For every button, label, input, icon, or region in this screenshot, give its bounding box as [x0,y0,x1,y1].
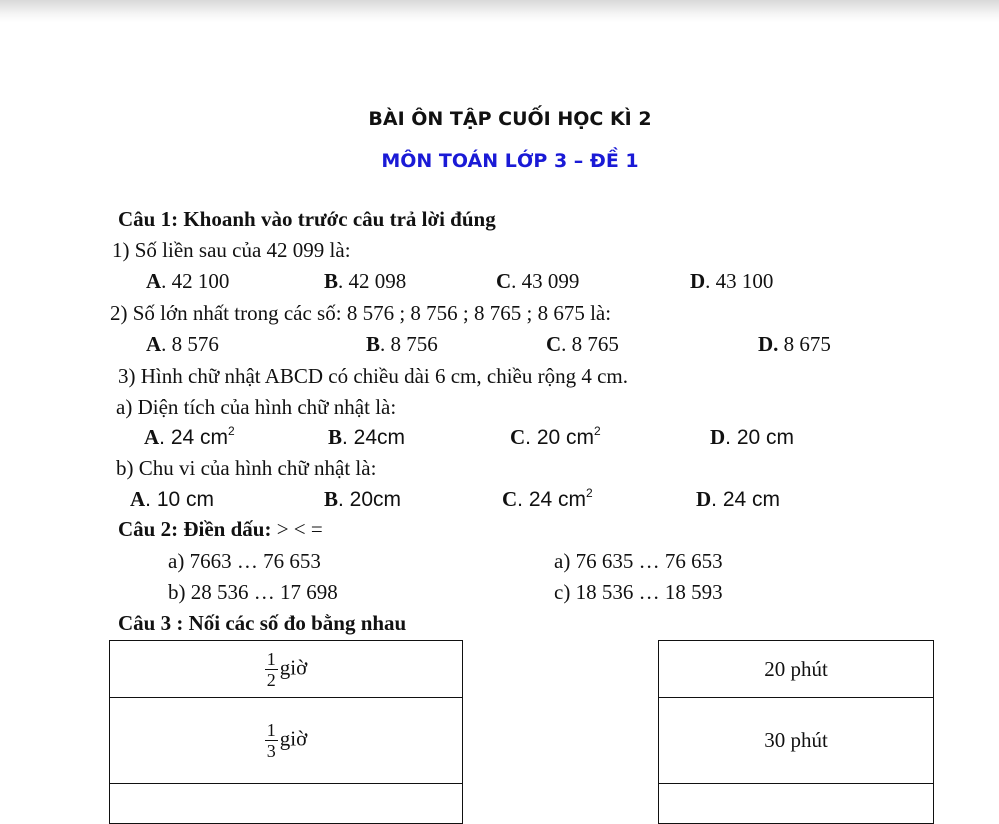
table-row [659,698,934,784]
q2-item: c) 18 536 … 18 593 [554,580,723,604]
q2-item: a) 76 635 … 76 653 [554,549,723,573]
q1-part1-option-a: A. 42 100 [146,269,230,293]
page-title: BÀI ÔN TẬP CUỐI HỌC KÌ 2 [368,108,652,130]
q1-part3b-option-d: D. 24 cm [696,487,781,511]
q1-part3a-option-d: D. 20 cm [710,425,795,449]
q1-part2-option-b: B. 8 756 [366,332,438,356]
q1-part1-option-b: B. 42 098 [324,269,407,293]
left-match-table [109,640,463,824]
q1-part3a-prompt: a) Diện tích của hình chữ nhật là: [116,395,397,419]
q1-part3a-option-b: B. 24cm [328,425,406,449]
q1-part3a-option-a: A. 24 $cm^2$ [144,424,235,449]
left-match-cell[interactable]: $\frac{1}{3}$ giờ [110,698,463,784]
fraction: $\frac{1}{2}$ [266,648,276,690]
viewer-top-shadow [0,0,999,22]
q1-part1-prompt: 1) Số liền sau của 42 099 là: [112,238,351,262]
table-row [110,641,463,698]
left-match-cell[interactable] [110,784,463,824]
page-subtitle: MÔN TOÁN LỚP 3 – ĐỀ 1 [381,150,639,172]
table-row [659,784,934,824]
right-match-cell[interactable] [659,784,934,824]
q2-item: a) 7663 … 76 653 [168,549,321,573]
q2-item: b) 28 536 … 17 698 [168,580,338,604]
q1-part3a-option-c: C. 20 $cm^2$ [510,424,601,449]
q1-part1-option-c: C. 43 099 [496,269,580,293]
q1-part3b-option-a: A. 10 cm [130,487,215,511]
right-match-cell[interactable]: 20 phút [659,641,934,698]
right-match-cell[interactable]: 30 phút [659,698,934,784]
fraction: $\frac{1}{3}$ [266,720,276,761]
table-row [659,641,934,698]
q1-part2-option-a: A. 8 576 [146,332,219,356]
question-2-heading: Câu 2: Điền dấu: > < = [118,517,323,541]
table-row [110,784,463,824]
q1-part3b-option-b: B. 20cm [324,487,402,511]
table-row [110,698,463,784]
q1-part1-option-d: D. 43 100 [690,269,774,293]
question-3-heading: Câu 3 : Nối các số đo bằng nhau [118,611,407,635]
q1-part3b-prompt: b) Chu vi của hình chữ nhật là: [116,456,377,480]
q1-part2-prompt: 2) Số lớn nhất trong các số: 8 576 ; 8 756 ; 8 765 ; 8 675 là: [110,301,612,325]
left-match-cell[interactable]: $\frac{1}{2}$ giờ [110,641,463,698]
q1-part3-prompt: 3) Hình chữ nhật ABCD có chiều dài 6 cm, chiều rộng 4 cm. [118,364,629,388]
q1-part2-option-d: D. 8 675 [758,332,831,356]
q1-part3b-option-c: C. 24 $cm^2$ [502,486,593,511]
right-match-table [658,640,934,824]
question-1-heading: Câu 1: Khoanh vào trước câu trả lời đúng [118,207,496,231]
q1-part2-option-c: C. 8 765 [546,332,619,356]
